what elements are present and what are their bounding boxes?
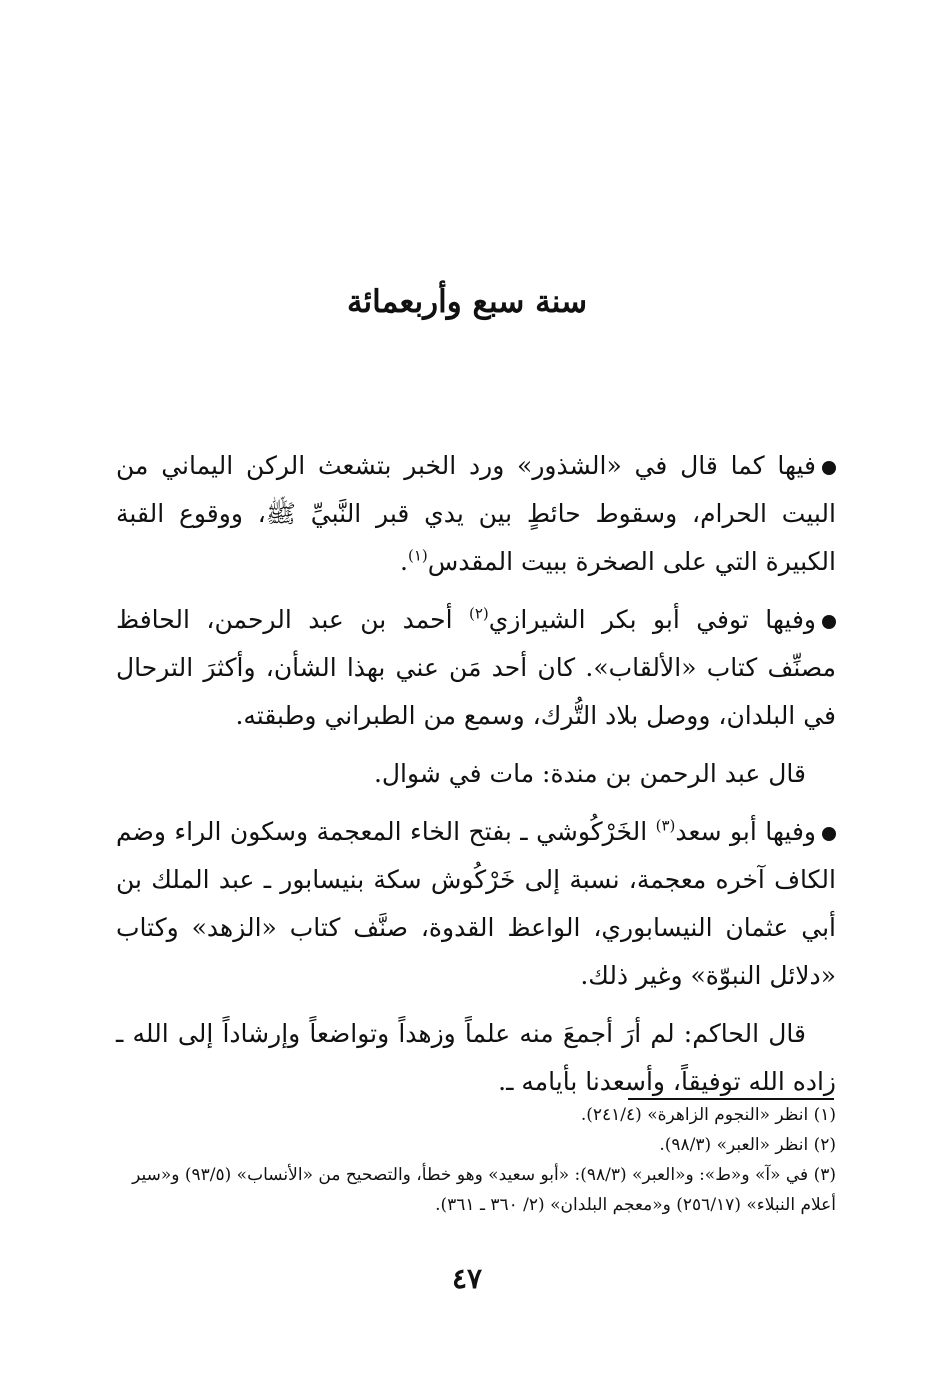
footnote-1: (١) انظر «النجوم الزاهرة» (٢٤١/٤). (580, 1105, 836, 1125)
paragraph-text: وفيها أبو سعد (675, 817, 816, 846)
paragraph-text: وفيها توفي أبو بكر الشيرازي (488, 605, 816, 634)
paragraph-text: . (400, 547, 408, 576)
footnote-2: (٢) انظر «العبر» (٩٨/٣). (659, 1135, 836, 1155)
paragraph-text: قال عبد الرحمن بن مندة: مات في شوال. (373, 759, 806, 788)
page-number: ٤٧ (451, 1262, 483, 1295)
paragraph-3 (116, 750, 836, 798)
bullet-icon (822, 615, 836, 629)
paragraph-2 (116, 596, 836, 740)
footnote-ref: (٣) (655, 816, 676, 835)
paragraph-4 (116, 808, 836, 1000)
paragraph-text: قال الحاكم: لم أرَ أجمعَ منه علماً وزهداً وتواضعاً وإرشاداً إلى الله ـ زاده الله توفيقاً، وأسعدنا بأيامه ـ. (116, 1019, 836, 1096)
main-text (116, 442, 836, 1116)
footnotes (116, 1100, 836, 1220)
bullet-icon (822, 461, 836, 475)
paragraph-text: الخَرْكُوشي ـ بفتح الخاء المعجمة وسكون الراء وضم الكاف آخره معجمة، نسبة إلى خَرْكُوش سكة بنيسابور ـ عبد الملك بن أبي عثمان النيسابوري، الواعظ القدوة، صنَّف كتاب «الزهد» وكتاب «دلائل النبوّة» وغير ذلك. (116, 817, 836, 990)
footnote-3: (٣) في «آ» و«ط»: و«العبر» (٩٨/٣): «أبو سعيد» وهو خطأ، والتصحيح من «الأنساب» (٩٣/٥) و«سير أعلام النبلاء» (٢٥٦/١٧) و«معجم البلدان» (٢/ ٣٦٠ ـ ٣٦١). (132, 1165, 836, 1215)
paragraph-text: فيها كما قال في «الشذور» ورد الخبر بتشعث الركن اليماني من البيت الحرام، وسقوط حائطٍ بين يدي قبر النَّبيِّ ﷺ، ووقوع القبة الكبيرة التي على الصخرة ببيت المقدس (116, 451, 836, 576)
bullet-icon (822, 827, 836, 841)
chapter-title: سنة سبع وأربعمائة (346, 284, 588, 320)
paragraph-5 (116, 1010, 836, 1106)
paragraph-text: أحمد بن عبد الرحمن، الحافظ مصنِّف كتاب «الألقاب». كان أحد مَن عني بهذا الشأن، وأكثرَ الترحال في البلدان، ووصل بلاد التُّرك، وسمع من الطبراني وطبقته. (116, 605, 836, 730)
footnote-ref: (٢) (469, 604, 489, 623)
paragraph-1 (116, 442, 836, 586)
footnote-ref: (١) (407, 546, 428, 565)
